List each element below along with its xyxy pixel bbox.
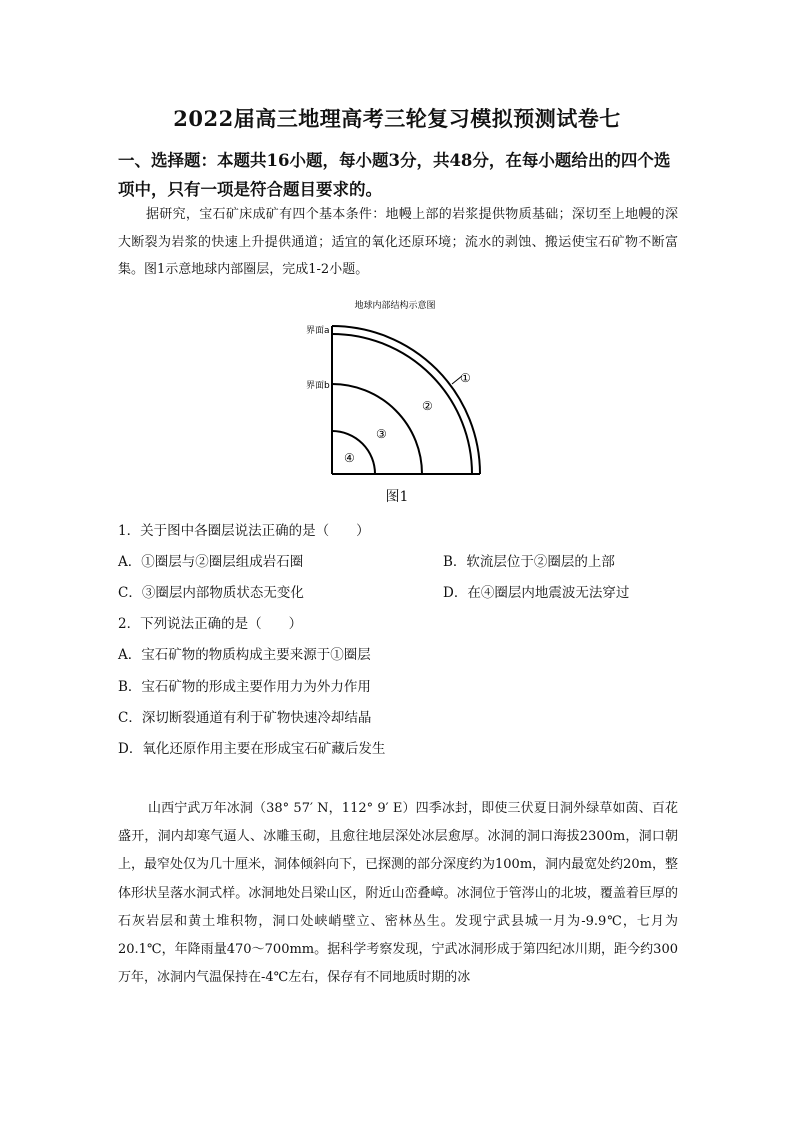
earth-structure-diagram: [296, 296, 496, 486]
label-layer-3: ③: [376, 427, 387, 441]
label-layer-4: ④: [344, 451, 355, 465]
figure-title: 地球内部结构示意图: [354, 301, 436, 311]
label-boundary-b: 界面b: [306, 381, 330, 391]
figure-caption: 图1: [385, 489, 409, 505]
label-layer-2: ②: [422, 399, 433, 413]
question-2-option-c: C．深切断裂通道有利于矿物快速冷却结晶: [118, 710, 372, 726]
question-1-option-c: C．③圈层内部物质状态无变化: [118, 585, 304, 601]
question-1-stem: 1．关于图中各圈层说法正确的是（ ）: [118, 523, 370, 539]
question-2-stem: 2．下列说法正确的是（ ）: [118, 616, 303, 632]
question-1-option-b: B．软流层位于②圈层的上部: [443, 554, 615, 570]
question-2-option-a: A．宝石矿物的物质构成主要来源于①圈层: [118, 647, 371, 663]
label-boundary-a: 界面a: [306, 326, 330, 336]
passage-1: 据研究，宝石矿床成矿有四个基本条件：地幔上部的岩浆提供物质基础；深切至上地幔的深大断裂为岩浆的快速上升提供通道；适宜的氧化还原环境；流水的剥蚀、搬运使宝石矿物不断富集。图1示意地球内部圈层，完成1-2小题。: [118, 207, 678, 277]
label-layer-1: ①: [460, 371, 471, 385]
page-title: 2022届高三地理高考三轮复习模拟预测试卷七: [173, 106, 621, 131]
question-2-option-b: B．宝石矿物的形成主要作用力为外力作用: [118, 679, 371, 695]
passage-2: 山西宁武万年冰洞（38° 57′ N，112° 9′ E）四季冰封，即使三伏夏日洞外绿草如茵、百花盛开，洞内却寒气逼人、冰雕玉砌，且愈往地层深处冰层愈厚。冰洞的洞口海拔2300m，洞口朝上，最窄处仅为几十厘米，洞体倾斜向下，已探测的部分深度约为100m，洞内最宽处约20m，整体形状呈落水洞式样。冰洞地处吕梁山区，附近山峦叠嶂。冰洞位于管涔山的北坡，覆盖着巨厚的石灰岩层和黄土堆积物，洞口处峡峭壁立、密林丛生。发现宁武县城一月为-9.9℃，七月为20.1℃，年降雨量470～700mm。据科学考察发现，宁武冰洞形成于第四纪冰川期，距今约300万年，冰洞内气温保持在-4℃左右，保存有不同地质时期的冰: [118, 801, 679, 986]
section-heading: 一、选择题：本题共16小题，每小题3分，共48分，在每小题给出的四个选项中，只有一项是符合题目要求的。: [118, 151, 671, 199]
question-2-option-d: D．氧化还原作用主要在形成宝石矿藏后发生: [118, 741, 386, 757]
question-1-option-d: D．在④圈层内地震波无法穿过: [443, 585, 630, 601]
question-1-option-a: A．①圈层与②圈层组成岩石圈: [118, 554, 304, 570]
